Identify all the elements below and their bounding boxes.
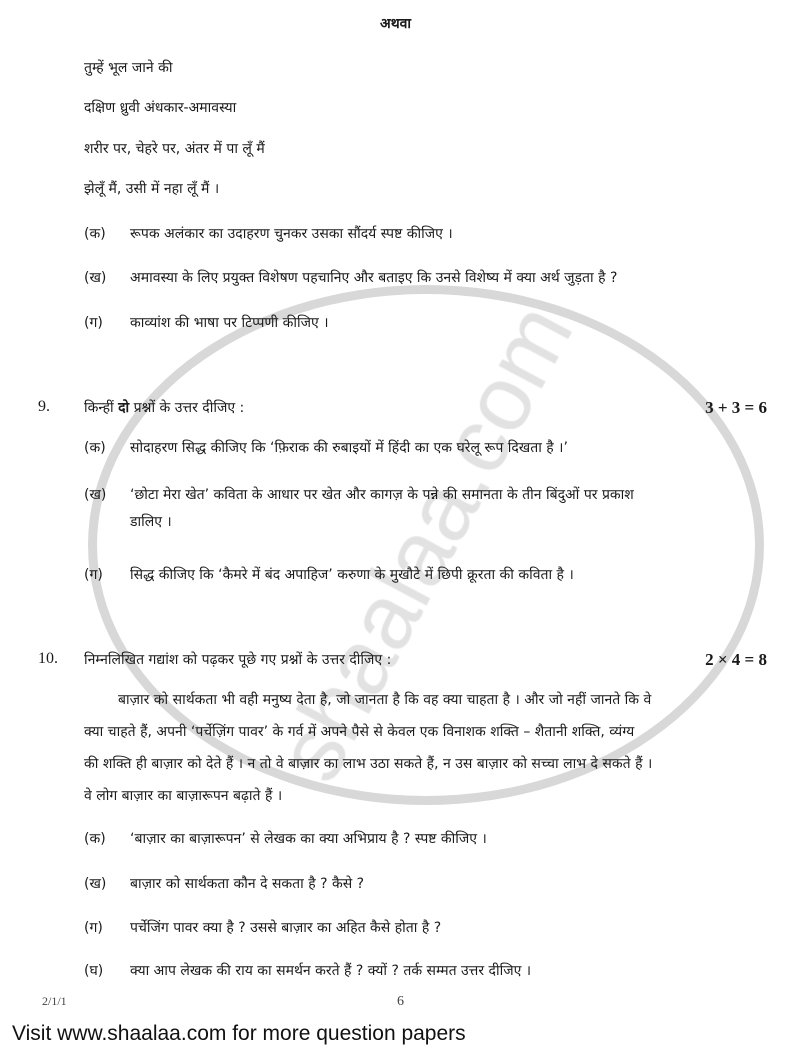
passage-line: बाज़ार को सार्थकता भी वही मनुष्य देता है, जो जानता है कि वह क्या चाहता है । और जो नहीं जानते कि वे xyxy=(118,692,652,708)
prompt-text: प्रश्नों के उत्तर दीजिए : xyxy=(129,400,245,416)
question-number: 10. xyxy=(38,650,58,667)
question-label: (घ) xyxy=(84,963,104,979)
question-text: क्या आप लेखक की राय का समर्थन करते हैं ? क्यों ? तर्क सम्मत उत्तर दीजिए । xyxy=(130,963,532,979)
question-label: (ख) xyxy=(84,270,107,286)
question-text: ‘छोटा मेरा खेत’ कविता के आधार पर खेत और कागज़ के पन्ने की समानता के तीन बिंदुओं पर प्रकाश xyxy=(130,487,634,503)
question-label: (ख) xyxy=(84,876,107,892)
question-prompt xyxy=(84,398,244,417)
question-text: सोदाहरण सिद्ध कीजिए कि ‘फ़िराक की रुबाइयों में हिंदी का एक घरेलू रूप दिखता है ।’ xyxy=(130,440,568,456)
paper-code: 2/1/1 xyxy=(42,994,67,1008)
page-number: 6 xyxy=(397,994,404,1009)
sub-question xyxy=(84,485,634,530)
sub-question xyxy=(84,874,365,893)
question-label: (ग) xyxy=(84,920,103,936)
question-text: रूपक अलंकार का उदाहरण चुनकर उसका सौंदर्य स्पष्ट कीजिए । xyxy=(130,226,453,242)
question-label: (क) xyxy=(84,831,106,847)
question-prompt: निम्नलिखित गद्यांश को पढ़कर पूछे गए प्रश्नों के उत्तर दीजिए : xyxy=(84,652,392,668)
question-label: (ग) xyxy=(84,567,103,583)
poem-line: झेलूँ मैं, उसी में नहा लूँ मैं । xyxy=(84,181,220,197)
marks: 2 × 4 = 8 xyxy=(705,650,767,669)
sub-question xyxy=(84,961,532,980)
question-text: अमावस्या के लिए प्रयुक्त विशेषण पहचानिए और बताइए कि उनसे विशेष्य में क्या अर्थ जुड़ता है ? xyxy=(130,270,618,286)
heading-athva: अथवा xyxy=(380,16,412,32)
passage-line: की शक्ति ही बाज़ार को देते हैं । न तो वे बाज़ार का लाभ उठा सकते हैं, न उस बाज़ार को सच्चा लाभ दे सकते हैं । xyxy=(84,756,653,772)
question-text: ‘बाज़ार का बाज़ारूपन’ से लेखक का क्या अभिप्राय है ? स्पष्ट कीजिए । xyxy=(130,831,487,847)
poem-line: शरीर पर, चेहरे पर, अंतर में पा लूँ मैं xyxy=(84,141,265,157)
question-text: सिद्ध कीजिए कि ‘कैमरे में बंद अपाहिज’ करुणा के मुखौटे में छिपी क्रूरता की कविता है । xyxy=(130,567,574,583)
marks: 3 + 3 = 6 xyxy=(705,398,767,417)
question-text: डालिए । xyxy=(130,514,172,530)
poem-line: दक्षिण ध्रुवी अंधकार-अमावस्या xyxy=(84,100,237,116)
question-label: (क) xyxy=(84,440,106,456)
prompt-bold: दो xyxy=(118,400,130,416)
sub-question xyxy=(84,438,568,457)
question-number: 9. xyxy=(38,398,50,415)
poem-question xyxy=(84,224,453,243)
question-text: काव्यांश की भाषा पर टिप्पणी कीजिए । xyxy=(130,315,329,331)
poem-line: तुम्हें भूल जाने की xyxy=(84,60,173,76)
poem-question xyxy=(84,268,618,287)
passage-line: वे लोग बाज़ार का बाज़ारूपन बढ़ाते हैं । xyxy=(84,788,283,804)
sub-question xyxy=(84,918,442,937)
sub-question xyxy=(84,829,487,848)
question-text: पर्चेजिंग पावर क्या है ? उससे बाज़ार का अहित कैसे होता है ? xyxy=(130,920,442,936)
question-label: (क) xyxy=(84,226,106,242)
question-label: (ग) xyxy=(84,315,103,331)
question-label: (ख) xyxy=(84,487,107,503)
question-text: बाज़ार को सार्थकता कौन दे सकता है ? कैसे ? xyxy=(130,876,365,892)
footer-banner-link[interactable]: Visit www.shaalaa.com for more question papers xyxy=(12,1022,466,1045)
prompt-text: किन्हीं xyxy=(84,400,119,416)
passage-line: क्या चाहते हैं, अपनी ‘पर्चेज़िंग पावर’ के गर्व में अपने पैसे से केवल एक विनाशक शक्ति – शैतानी शक्ति, व्यंग्य xyxy=(84,724,635,740)
sub-question xyxy=(84,565,574,584)
poem-question xyxy=(84,313,329,332)
